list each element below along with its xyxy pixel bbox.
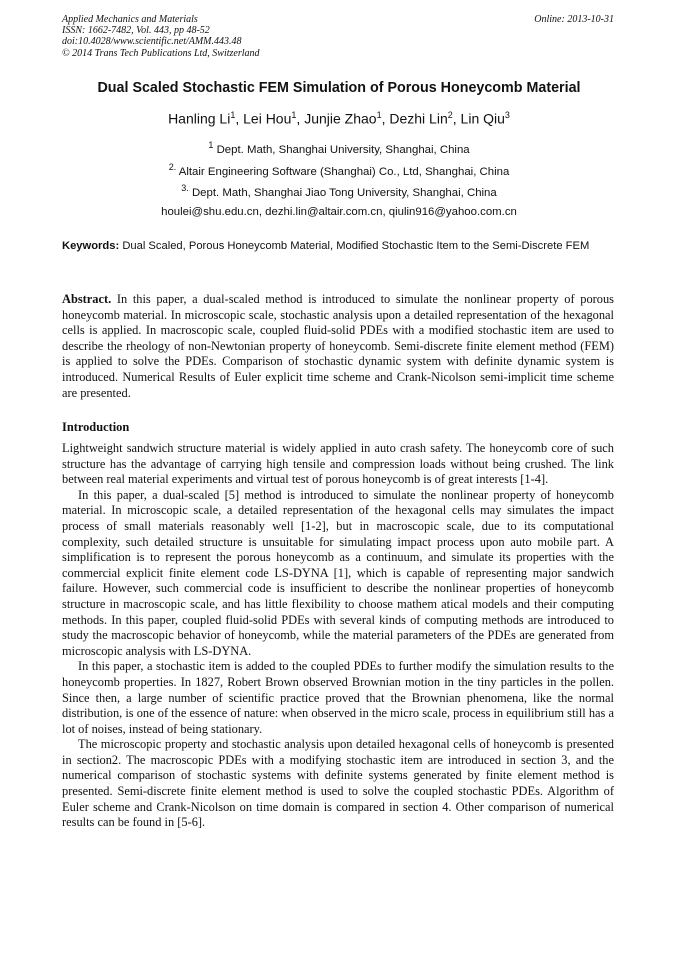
affiliation-text: Dept. Math, Shanghai Jiao Tong University, Shanghai, China	[191, 186, 497, 199]
affiliation-2	[40, 162, 638, 178]
introduction-body	[62, 441, 614, 831]
issn-line: ISSN: 1662-7482, Vol. 443, pp 48-52	[62, 25, 210, 37]
affiliation-text: Altair Engineering Software (Shanghai) Co., Ltd, Shanghai, China	[178, 165, 510, 178]
paragraph: In this paper, a dual-scaled [5] method is introduced to simulate the nonlinear property of honeycomb material. In microscopic scale, a detailed representation of the hexagonal cells may simulates the impact process of small materials reasonably well [1-2], but in macroscopic scale, due to its computational complexity, such detailed structure is unsuitable for simulating impact process upon auto mobile part. A simplification is to represent the porous honeycomb as a continuum, and simulate its properties with the commercial explicit finite element code LS-DYNA [1], which is capable of representing major sandwich failure. However, such commercial code is insufficient to describe the nonlinear properties of honeycomb structure in macroscopic scale, and has little flexibility to choose mathem atical models and their computing methods. In this paper, coupled fluid-solid PDEs with several kinds of computing methods are introduced to study the macroscopic behavior of honeycomb, while the material parameters of the PDEs are generated from microscopic analysis with LS-DYNA.	[62, 487, 614, 658]
affiliation-1	[40, 140, 638, 156]
abstract-block	[62, 292, 614, 401]
paragraph: Lightweight sandwich structure material is widely applied in auto crash safety. The honeycomb core of such structure has the advantage of carrying high tensile and compression loads without being crushed. The link between real material experiments and virtual test of porous honeycomb is of great interests [1-4].	[62, 441, 614, 487]
author-sup: 1	[230, 110, 236, 120]
author-list: Hanling Li$^1$, Lei Hou$^1$, Junjie Zhao$^1$, Dezhi Lin$^2$, Lin Qiu$^3$	[168, 110, 510, 127]
keywords-block	[62, 238, 614, 254]
author-sup: 1	[291, 110, 297, 120]
author-name: Dezhi Lin	[389, 110, 448, 127]
author-sup: 3	[504, 110, 510, 120]
abstract-label: Abstract.	[62, 292, 112, 306]
affiliation-text: Dept. Math, Shanghai University, Shanghai, China	[216, 143, 470, 156]
paragraph: In this paper, a stochastic item is added to the coupled PDEs to further modify the simulation results to the honeycomb properties. In 1827, Robert Brown observed Brownian motion in the tiny particles in the pollen. Since then, a large number of scientific practice proved that the Brownian phenomena, like the normal distribution, is one of the essence of nature: when observed in the micro scale, process in equilibrium still has a lot of noises, instead of being stationary.	[62, 659, 614, 736]
author-sup: 1	[376, 110, 382, 120]
abstract-text: In this paper, a dual-scaled method is introduced to simulate the nonlinear property of porous honeycomb material. In microscopic scale, stochastic analysis upon a detailed representation of the hexagonal cells is applied. In macroscopic scale, coupled fluid-solid PDEs with a modified stochastic item are used to describe the rheology of non-Newtonian property of honeycomb. Semi-discrete finite element method (FEM) is applied to solve the PDEs. Comparison of stochastic dynamic system with definite dynamic system is introduced. Numerical Results of Euler explicit time scheme and Crank-Nicolson semi-implicit time scheme are presented.	[62, 292, 614, 400]
journal-header	[62, 14, 614, 59]
section-heading: Introduction	[62, 420, 130, 434]
author-name: Hanling Li	[168, 110, 231, 127]
affiliation-3	[40, 183, 638, 199]
paper-title: Dual Scaled Stochastic FEM Simulation of Porous Honeycomb Material	[97, 80, 581, 96]
author-emails: houlei@shu.edu.cn, dezhi.lin@altair.com.cn, qiulin916@yahoo.com.cn	[161, 206, 517, 218]
paragraph: The microscopic property and stochastic analysis upon detailed hexagonal cells of honeycomb is presented in section2. The macroscopic PDEs with a modifying stochastic item are introduced in section 3, and the numerical comparison of stochastic systems with definite systems generated by finite element method is presented. Semi-discrete finite element method is used to solve the coupled stochastic PDEs. Algorithm of Euler scheme and Crank-Nicolson on time domain is compared in section 4. Other comparison of numerical results can be found in [5-6].	[62, 737, 614, 830]
author-name: Lei Hou	[243, 110, 292, 127]
affiliation-sup: 2.	[168, 162, 177, 172]
affiliation-sup: 3.	[181, 183, 189, 193]
journal-name: Applied Mechanics and Materials	[62, 14, 198, 25]
doi-line: doi:10.4028/www.scientific.net/AMM.443.48	[62, 36, 242, 48]
online-date: Online: 2013-10-31	[534, 14, 614, 25]
copyright-line: © 2014 Trans Tech Publications Ltd, Switzerland	[62, 47, 260, 59]
affiliation-sup: 1	[208, 140, 214, 150]
keywords-text: Dual Scaled, Porous Honeycomb Material, Modified Stochastic Item to the Semi-Discrete FEM	[122, 240, 590, 252]
author-sup: 2	[447, 110, 453, 120]
author-name: Junjie Zhao	[304, 110, 377, 127]
keywords-label: Keywords:	[62, 240, 120, 252]
author-name: Lin Qiu	[460, 110, 505, 127]
